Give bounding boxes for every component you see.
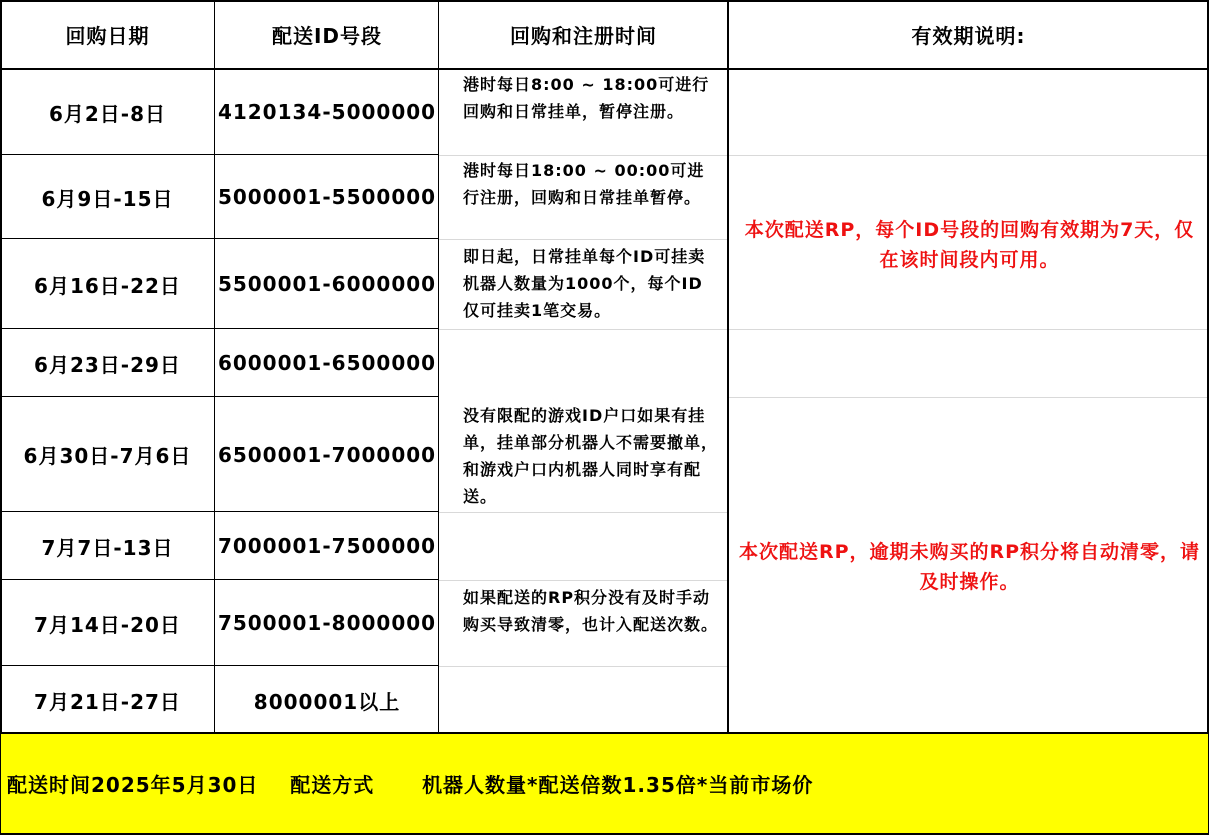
grid-line [0, 0, 2, 835]
time-note: 没有限配的游戏ID户口如果有挂单，挂单部分机器人不需要撤单，和游戏户口内机器人同时享有配送。 [463, 406, 719, 506]
row-date: 6月30日-7月6日 [23, 444, 192, 468]
validity-note: 本次配送RP，每个ID号段的回购有效期为7天，仅在该时间段内可用。 [744, 219, 1195, 271]
row-id-range: 4120134-5000000 [217, 100, 437, 124]
row-id-range: 5000001-5500000 [217, 185, 437, 209]
time-note: 如果配送的RP积分没有及时手动购买导致清零，也计入配送次数。 [463, 588, 719, 634]
grid-divider [728, 155, 1209, 156]
row-date: 7月21日-27日 [34, 689, 181, 714]
validity-note: 本次配送RP，逾期未购买的RP积分将自动清零，请及时操作。 [738, 541, 1201, 593]
row-id-range: 6000001-6500000 [217, 351, 437, 375]
grid-divider [439, 239, 728, 240]
delivery-formula: 机器人数量*配送倍数1.35倍*当前市场价 [422, 773, 814, 797]
row-date: 7月14日-20日 [34, 612, 181, 637]
row-id-range: 5500001-6000000 [217, 272, 437, 296]
time-note: 港时每日18:00 ~ 00:00可进行注册，回购和日常挂单暂停。 [463, 161, 705, 207]
delivery-time: 配送时间2025年5月30日 [7, 773, 259, 797]
time-note: 港时每日8:00 ~ 18:00可进行回购和日常挂单，暂停注册。 [463, 75, 710, 121]
row-date: 7月7日-13日 [41, 535, 174, 560]
header-buyback-date: 回购日期 [65, 24, 150, 48]
grid-divider [728, 397, 1209, 398]
grid-line [214, 0, 215, 734]
grid-line [0, 511, 439, 512]
grid-line [0, 154, 439, 155]
grid-divider [439, 666, 728, 667]
grid-line [0, 328, 439, 329]
grid-divider [439, 580, 728, 581]
delivery-footer [1, 734, 1208, 833]
grid-line [0, 238, 439, 239]
row-date: 6月23日-29日 [34, 352, 181, 377]
row-id-range: 7000001-7500000 [217, 534, 437, 558]
grid-line [0, 396, 439, 397]
delivery-method-label: 配送方式 [290, 773, 375, 797]
row-date: 6月9日-15日 [41, 186, 174, 211]
grid-line [727, 0, 729, 734]
header-buyback-register-time: 回购和注册时间 [510, 24, 657, 48]
grid-divider [439, 512, 728, 513]
header-id-range: 配送ID号段 [271, 24, 383, 48]
grid-line [0, 68, 1209, 70]
grid-divider [439, 155, 728, 156]
grid-line [0, 0, 1209, 2]
grid-line [0, 665, 439, 666]
row-id-range: 6500001-7000000 [217, 442, 437, 467]
row-date: 6月16日-22日 [34, 273, 181, 298]
grid-divider [728, 329, 1209, 330]
row-id-range: 7500001-8000000 [217, 611, 437, 635]
grid-divider [439, 329, 728, 330]
header-validity-notes: 有效期说明: [911, 24, 1026, 48]
grid-line [438, 0, 439, 734]
row-id-range: 8000001以上 [253, 689, 401, 714]
footer-spacer [374, 772, 422, 796]
row-date: 6月2日-8日 [48, 101, 167, 126]
grid-line [0, 579, 439, 580]
footer-spacer [258, 772, 290, 796]
time-note: 即日起，日常挂单每个ID可挂卖机器人数量为1000个，每个ID仅可挂卖1笔交易。 [463, 247, 706, 320]
